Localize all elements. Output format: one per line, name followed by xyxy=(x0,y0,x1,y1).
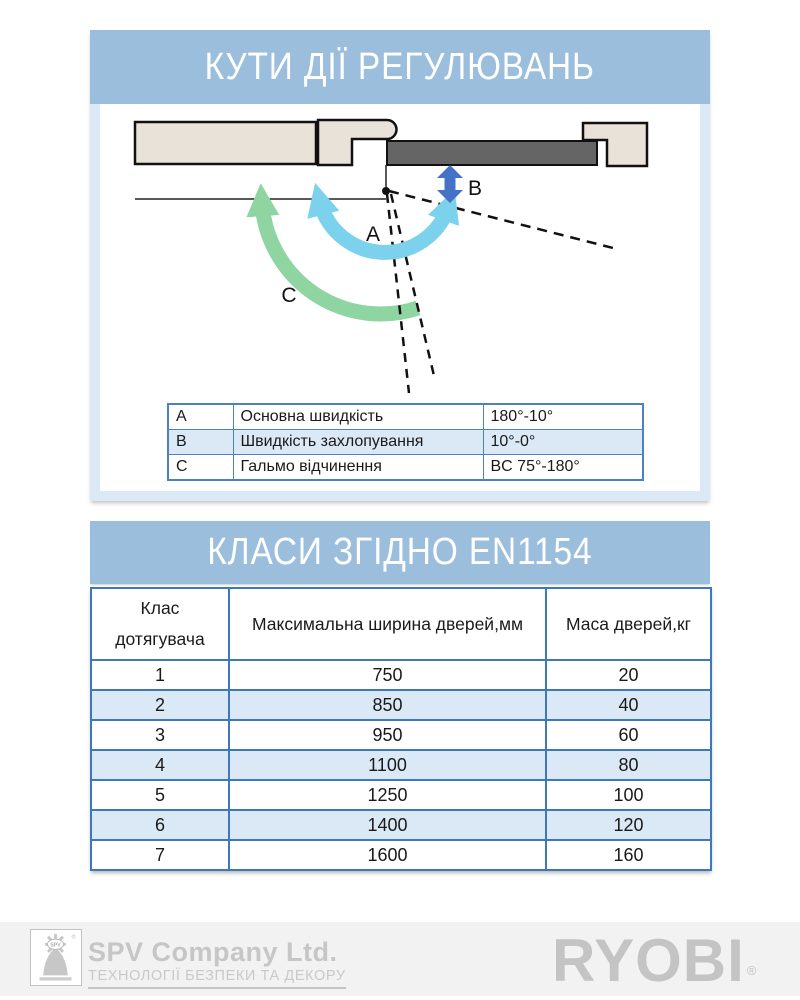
arrow-b-latch-speed xyxy=(437,165,463,203)
cell-name: Основна швидкість xyxy=(233,404,483,430)
spv-emblem-icon xyxy=(30,929,82,986)
spv-cat-icon xyxy=(31,930,80,984)
cell-mass: 160 xyxy=(546,840,711,870)
cell-class: 5 xyxy=(91,780,229,810)
table-row xyxy=(91,690,711,720)
label-c: C xyxy=(281,284,297,307)
cell-value: 180°-10° xyxy=(483,404,643,430)
cell-width: 750 xyxy=(229,660,546,690)
cell-class: 7 xyxy=(91,840,229,870)
cell-mass: 60 xyxy=(546,720,711,750)
classes-table xyxy=(90,587,712,871)
cell-class: 2 xyxy=(91,690,229,720)
table-row xyxy=(91,810,711,840)
section1-title: КУТИ ДІЇ РЕГУЛЮВАНЬ xyxy=(204,45,596,88)
footer xyxy=(0,922,800,996)
table-row xyxy=(91,660,711,690)
door-position-dashed-2 xyxy=(391,194,435,380)
spv-logo xyxy=(88,939,346,989)
cell-width: 1250 xyxy=(229,780,546,810)
spv-tagline: ТЕХНОЛОГІЇ БЕЗПЕКИ ТА ДЕКОРУ xyxy=(88,968,346,989)
cell-name: Швидкість захлопування xyxy=(233,430,483,455)
cell-width: 1400 xyxy=(229,810,546,840)
table-row xyxy=(168,430,643,455)
cell-mass: 120 xyxy=(546,810,711,840)
cell-mass: 100 xyxy=(546,780,711,810)
adjustment-angles-section xyxy=(90,30,710,501)
cell-mass: 40 xyxy=(546,690,711,720)
section2-title: КЛАСИ ЗГІДНО EN1154 xyxy=(207,531,593,573)
cell-class: 1 xyxy=(91,660,229,690)
angles-diagram-panel xyxy=(90,104,710,501)
ryobi-wordmark: RYOBI xyxy=(552,927,745,994)
door-position-dashed-1 xyxy=(387,194,409,393)
section1-title-bar xyxy=(90,30,710,104)
spv-emblem-text: SPV xyxy=(50,942,61,949)
table-row xyxy=(91,720,711,750)
spv-company-name: SPV Company Ltd. xyxy=(88,937,338,967)
en1154-classes-section xyxy=(90,521,710,871)
header-class: Клас дотягувача xyxy=(91,588,229,660)
emblem-caption-strip xyxy=(39,977,71,980)
table-row xyxy=(91,780,711,810)
label-b: B xyxy=(468,177,483,200)
table-row xyxy=(168,404,643,430)
cell-width: 1100 xyxy=(229,750,546,780)
wall-section xyxy=(135,122,316,164)
door-leaf xyxy=(387,141,597,165)
cell-mass: 80 xyxy=(546,750,711,780)
cell-mass: 20 xyxy=(546,660,711,690)
table-row xyxy=(168,455,643,481)
registered-mark: ® xyxy=(71,934,76,941)
section2-title-bar xyxy=(90,521,710,584)
cell-class: 6 xyxy=(91,810,229,840)
cat-body xyxy=(43,948,68,975)
hinge-pivot-dot xyxy=(382,187,390,195)
header-width: Максимальна ширина дверей,мм xyxy=(229,588,546,660)
cell-key: B xyxy=(168,430,233,455)
arc-a-main-speed xyxy=(320,202,448,252)
cell-name: Гальмо відчинення xyxy=(233,455,483,481)
table-row xyxy=(91,840,711,870)
table-row xyxy=(91,750,711,780)
cell-class: 4 xyxy=(91,750,229,780)
cell-value: 10°-0° xyxy=(483,430,643,455)
cell-width: 950 xyxy=(229,720,546,750)
ryobi-logo xyxy=(552,924,757,1000)
cell-width: 1600 xyxy=(229,840,546,870)
cell-width: 850 xyxy=(229,690,546,720)
door-closer-angles-diagram xyxy=(100,110,700,400)
adjustments-table xyxy=(167,403,644,481)
cell-key: C xyxy=(168,455,233,481)
cell-key: A xyxy=(168,404,233,430)
cell-class: 3 xyxy=(91,720,229,750)
header-mass: Маса дверей,кг xyxy=(546,588,711,660)
table-header-row xyxy=(91,588,711,660)
label-a: A xyxy=(365,223,381,246)
cell-value: BC 75°-180° xyxy=(483,455,643,481)
registered-mark: ® xyxy=(746,963,758,978)
door-jamb xyxy=(318,120,397,165)
